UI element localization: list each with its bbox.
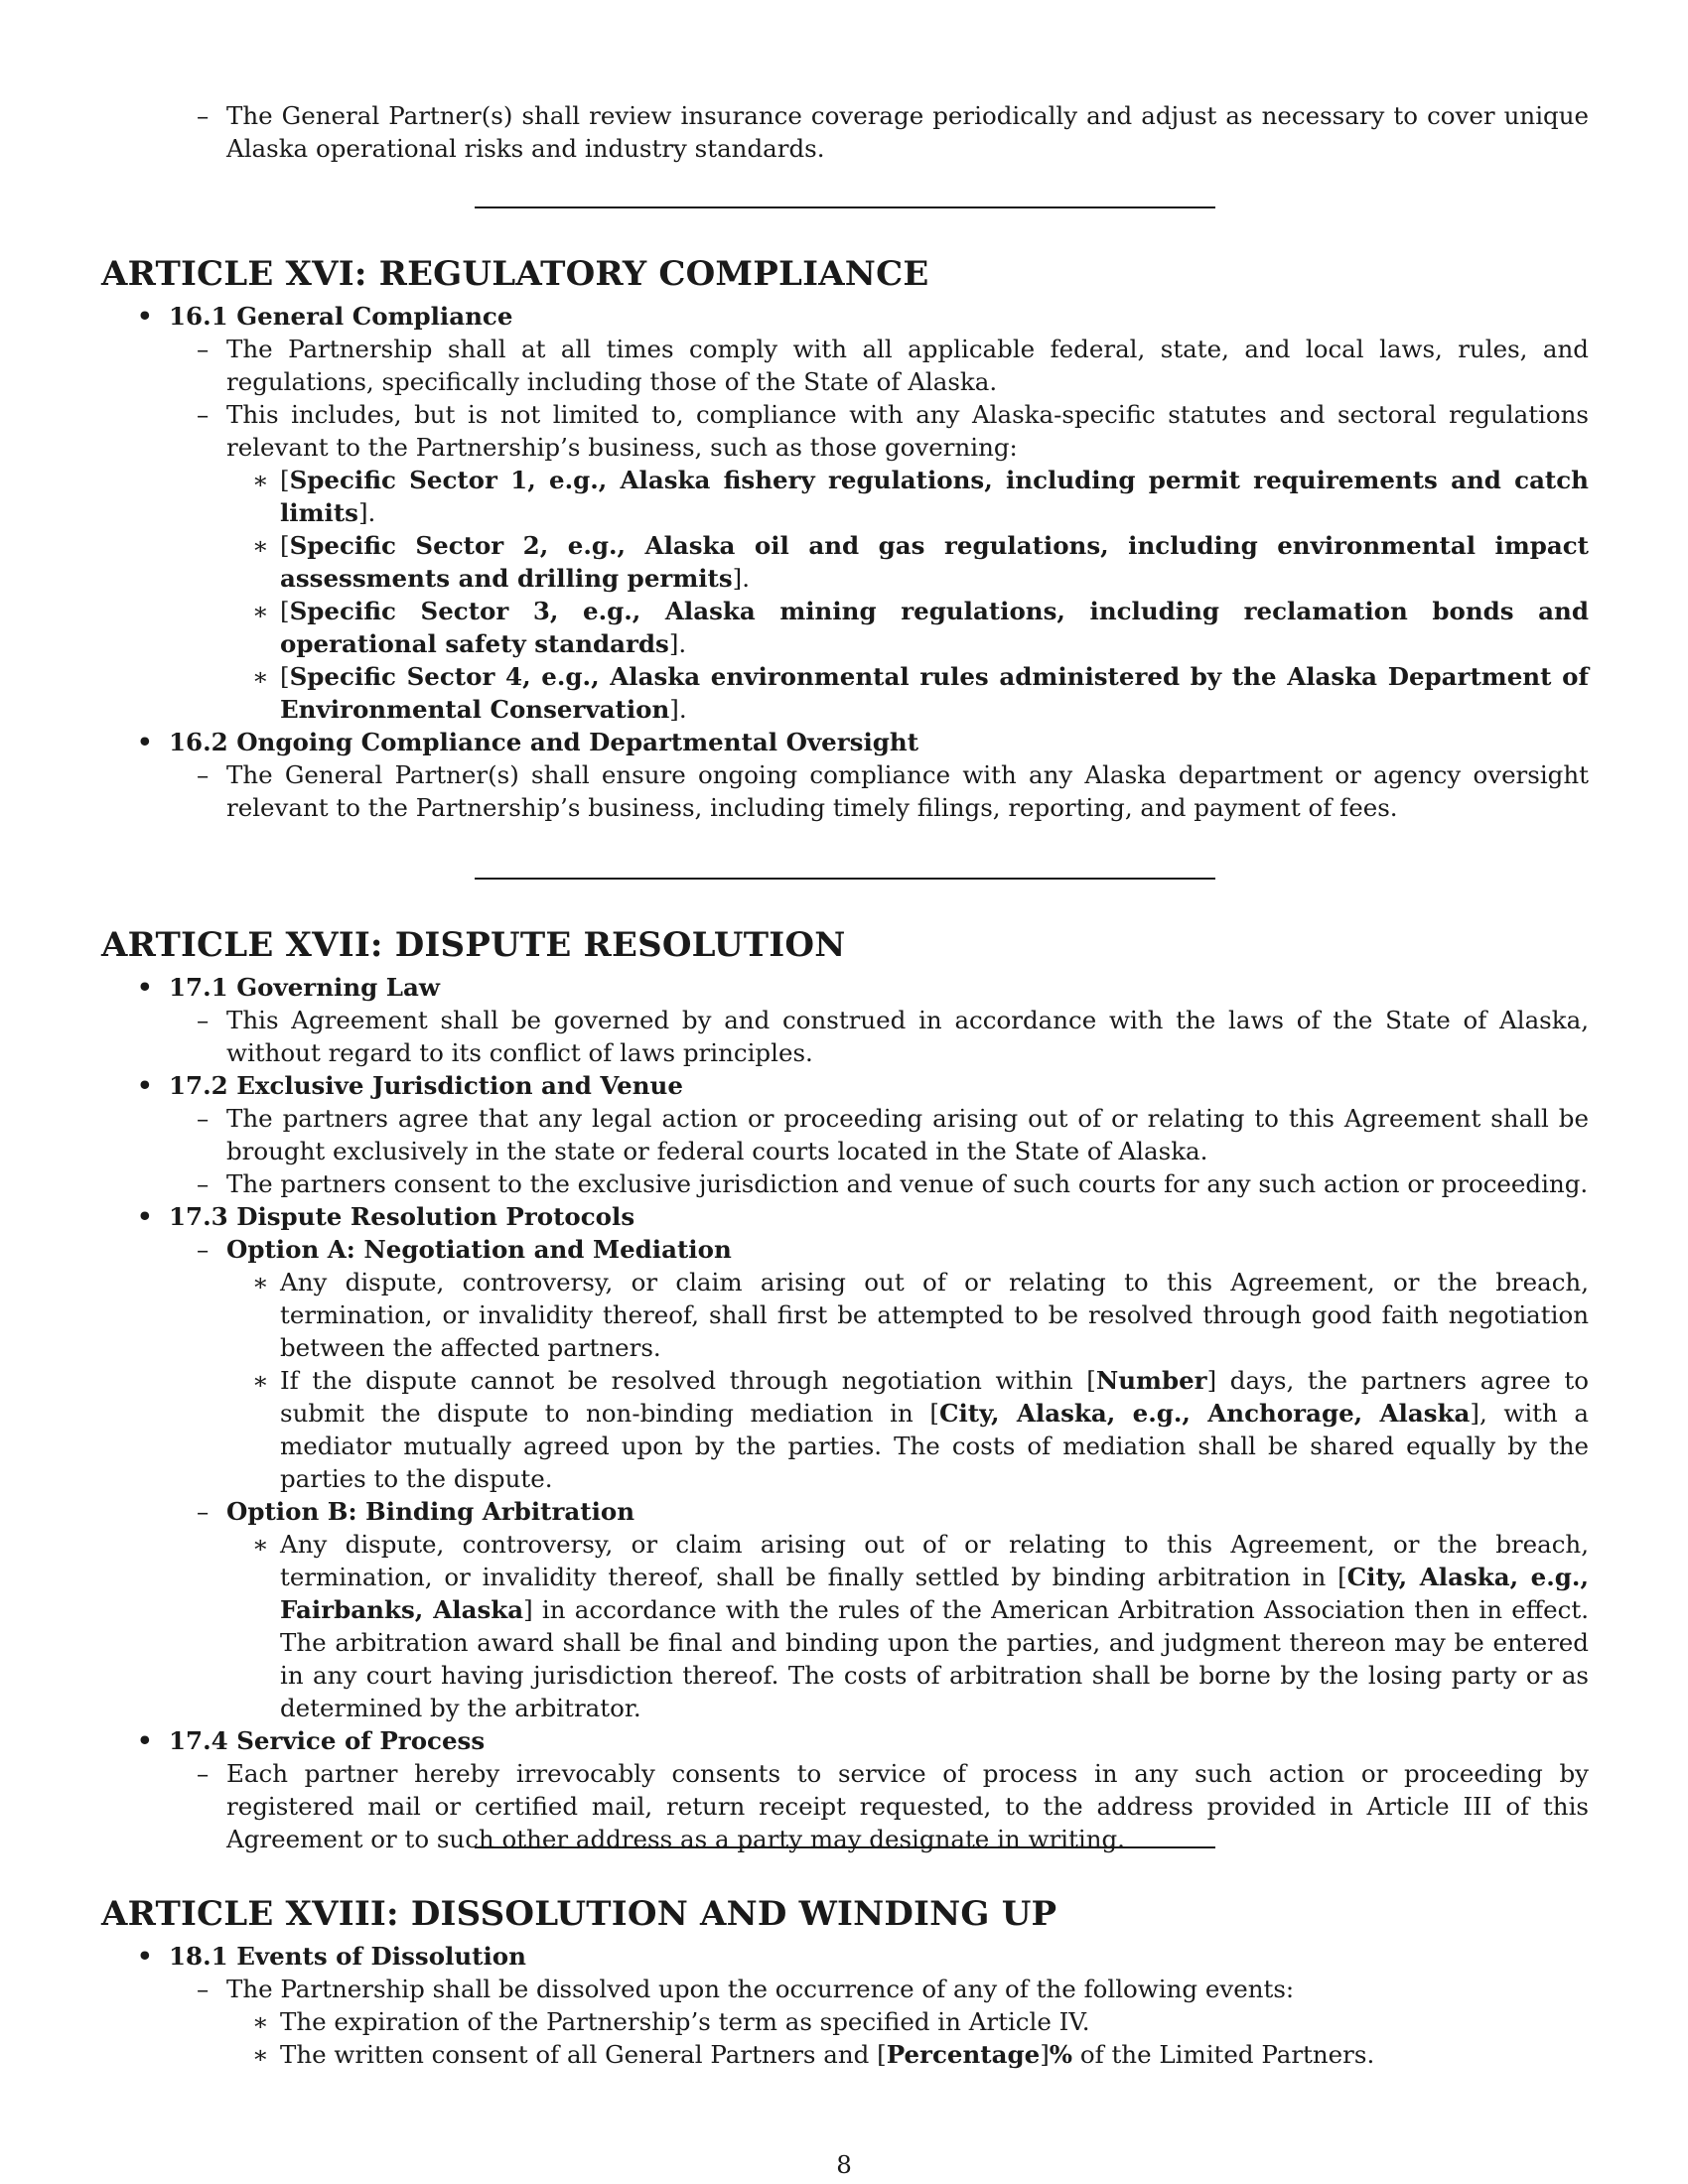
list-item: ∗ The expiration of the Partnership’s term as specified in Article IV. [252,2007,1090,2036]
percent-suffix-text: of the Limited Partners. [1072,2040,1375,2069]
list-item: ∗ Any dispute, controversy, or claim arising out of or relating to this Agreement, or the breach, termination, or invalidity thereof, shall be finally settled by binding arbitration in [City, Alaska, e.g., Fairbanks, Alaska] in accordance with the rules of the American Arbitration Association then in effect. The arbitration award shall be final and binding upon the parties, and judgment thereon may be entered in any court having jurisdiction thereof. The costs of arbitration shall be borne by the losing party or as determined by the arbitrator. [252,1530,1590,1722]
asterisk-marker: ∗ [252,466,269,494]
section-divider [475,1846,1215,1848]
list-item: ∗ [Specific Sector 4, e.g., Alaska environmental rules administered by the Alaska Department of Environmental Conservation]. [252,662,1589,724]
list-item: ∗ If the dispute cannot be resolved through negotiation within [Number] days, the partners agree to submit the dispute to non-binding mediation in [City, Alaska, e.g., Anchorage, Alaska], with a mediator mutually agreed upon by the parties. The costs of mediation shall be shared equally by the parties to the dispute. [252,1366,1590,1493]
article-title: ARTICLE XVII: DISPUTE RESOLUTION [101,925,846,965]
list-item: – This includes, but is not limited to, compliance with any Alaska-specific statutes and sectoral regulations relevant to the Partnership’s business, such as those governing: [197,400,1589,462]
dash-marker: – [197,1169,210,1198]
article-xvii [101,923,1589,1855]
list-item: ∗ [Specific Sector 2, e.g., Alaska oil and gas regulations, including environmental impact assessments and drilling permits]. [252,531,1589,593]
section-heading: • 17.2 Exclusive Jurisdiction and Venue [137,1071,683,1100]
section-heading: • 16.2 Ongoing Compliance and Departmental Oversight [137,728,919,756]
list-item: – The partners agree that any legal action or proceeding arising out of or relating to this Agreement shall be brought exclusively in the state or federal courts located in the State of Alaska. [197,1104,1589,1165]
asterisk-marker: ∗ [252,1268,269,1297]
section-heading: • 17.4 Service of Process [137,1726,486,1755]
bullet-marker: • [137,1202,153,1231]
section-heading: • 17.1 Governing Law [137,973,440,1002]
list-item: – The Partnership shall at all times comply with all applicable federal, state, and local laws, rules, and regulations, specifically including those of the State of Alaska. [197,335,1589,396]
dash-marker: – [197,400,210,429]
dash-marker: – [197,1975,210,2003]
asterisk-marker: ∗ [252,1530,269,1559]
article-title: ARTICLE XVIII: DISSOLUTION AND WINDING UP [101,1894,1057,1934]
asterisk-marker: ∗ [252,1366,269,1395]
bullet-marker: • [137,728,153,756]
asterisk-marker: ∗ [252,662,269,691]
dash-marker: – [197,760,210,789]
subsection-heading: – Option A: Negotiation and Mediation [197,1235,732,1264]
page-number: 8 [836,2150,852,2179]
dash-marker: – [197,1006,210,1034]
article-title: ARTICLE XVI: REGULATORY COMPLIANCE [101,254,929,294]
bullet-marker: • [137,1071,153,1100]
list-item: – The partners consent to the exclusive jurisdiction and venue of such courts for any such action or proceeding. [197,1169,1589,1198]
section-heading: • 16.1 General Compliance [137,302,513,331]
subsection-heading: – Option B: Binding Arbitration [197,1497,635,1526]
list-item: – The General Partner(s) shall review insurance coverage periodically and adjust as necessary to cover unique Alaska operational risks and industry standards. [197,101,1589,163]
bullet-marker: • [137,302,153,331]
asterisk-marker: ∗ [252,2040,269,2069]
dash-marker: – [197,335,210,363]
dash-marker: – [197,1759,210,1788]
list-item: – The Partnership shall be dissolved upon the occurrence of any of the following events: [197,1975,1295,2003]
dash-marker: – [197,1235,210,1264]
bullet-marker: • [137,1942,153,1971]
list-item: ∗ Any dispute, controversy, or claim arising out of or relating to this Agreement, or the breach, termination, or invalidity thereof, shall first be attempted to be resolved through good faith negotiation between the affected partners. [252,1268,1589,1362]
article-xviii [101,1892,1589,2071]
list-item: ∗ The written consent of all General Partners and [Percentage]% of the Limited Partners. [252,2040,1375,2069]
list-item: – Each partner hereby irrevocably consents to service of process in any such action or proceeding by registered mail or certified mail, return receipt requested, to the address provided in Article III of this Agreement or to such other address as a party may designate in writing. [197,1759,1589,1853]
dash-marker: – [197,101,210,130]
dash-marker: – [197,1104,210,1133]
list-item: – This Agreement shall be governed by and construed in accordance with the laws of the State of Alaska, without regard to its conflict of laws principles. [197,1006,1589,1067]
dash-marker: – [197,1497,210,1526]
asterisk-marker: ∗ [252,531,269,560]
bullet-marker: • [137,973,153,1002]
list-item: ∗ [Specific Sector 3, e.g., Alaska mining regulations, including reclamation bonds and operational safety standards]. [252,597,1589,658]
list-item: ∗ [Specific Sector 1, e.g., Alaska fishery regulations, including permit requirements and catch limits]. [252,466,1589,527]
section-divider [475,206,1215,208]
section-heading: • 18.1 Events of Dissolution [137,1942,526,1971]
intro-block [101,99,1589,165]
article-xvi [101,252,1589,824]
section-divider [475,878,1215,880]
bullet-marker: • [137,1726,153,1755]
list-item: – The General Partner(s) shall ensure ongoing compliance with any Alaska department or agency oversight relevant to the Partnership’s business, including timely filings, reporting, and payment of fees. [197,760,1589,822]
asterisk-marker: ∗ [252,2007,269,2036]
section-heading: • 17.3 Dispute Resolution Protocols [137,1202,635,1231]
asterisk-marker: ∗ [252,597,269,625]
